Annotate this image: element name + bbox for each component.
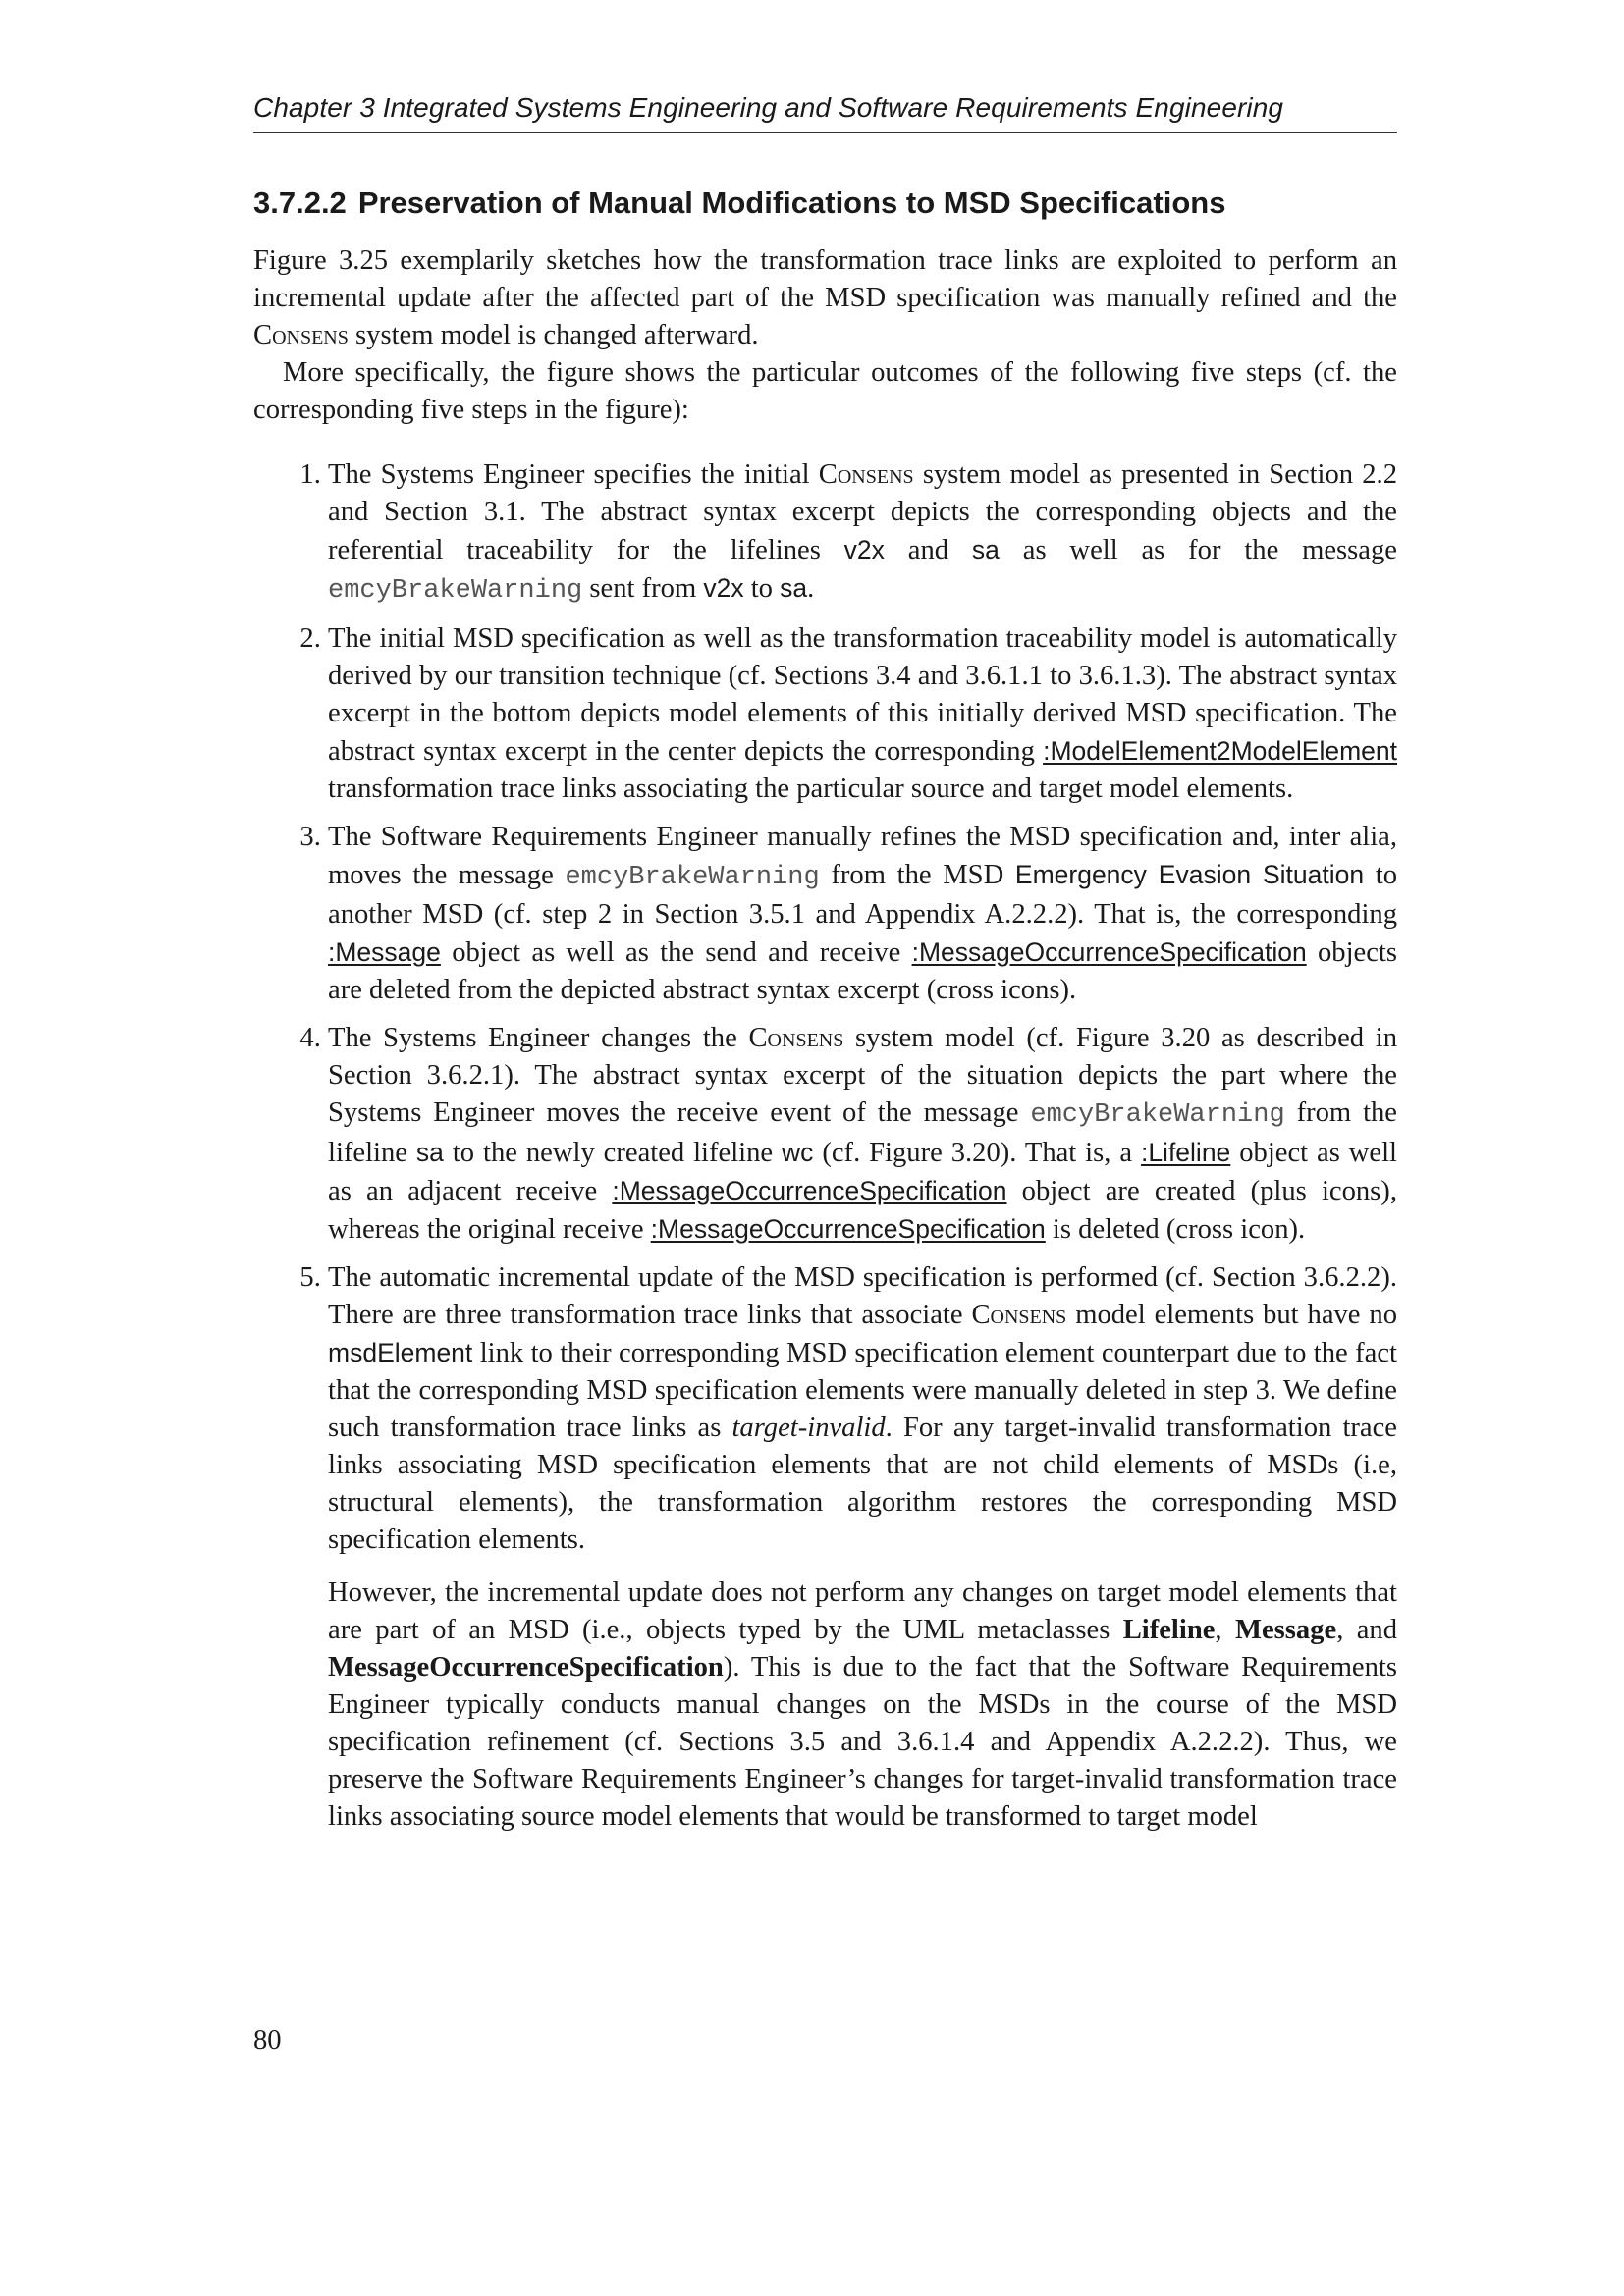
object-ref: :MessageOccurrenceSpecification <box>612 1176 1007 1205</box>
lifeline-name: v2x <box>703 573 744 603</box>
msd-name: Emergency Evasion Situation <box>1014 860 1365 889</box>
defined-term: target-invalid <box>731 1413 886 1443</box>
page-body <box>253 88 1397 1846</box>
list-item: 1. The Systems Engineer specifies the initial Consens system model as presented in Section 2.2 and Section 3.1. The abstract syntax excerpt depicts the corresponding objects and the referential traceability for the lifelines v2x and sa as well as for the message emcyBrakeWarning sent from v2x to sa. <box>328 456 1397 610</box>
metaclass-name: Lifeline <box>1122 1615 1216 1645</box>
section-heading <box>253 184 1397 223</box>
object-ref: :MessageOccurrenceSpecification <box>650 1214 1046 1244</box>
consens-term: Consens <box>971 1300 1067 1330</box>
intro-paragraph-2: More specifically, the figure shows the particular outcomes of the following five steps (cf. the corresponding five steps in the figure): <box>253 357 1397 425</box>
metaclass-name: MessageOccurrenceSpecification <box>328 1652 724 1682</box>
running-head: Chapter 3 Integrated Systems Engineering and Software Requirements Engineering <box>253 88 1397 133</box>
lifeline-name: v2x <box>843 535 885 564</box>
lifeline-name: sa <box>780 573 808 603</box>
object-ref: :Message <box>328 937 441 967</box>
list-item: 5. The automatic incremental update of the MSD specification is performed (cf. Section 3.6.2.2). There are three transformation trace links that associate Consens model elements but have no msdElement link to their corresponding MSD specification element counterpart due to the fact that the corresponding MSD specification elements were manually deleted in step 3. We define such transformation trace links as target-invalid. For any target-invalid transformation trace links associating MSD specification elements that are not child elements of MSDs (i.e, structural elements), the transformation algorithm restores the corresponding MSD specification elements. However, the incremental update does not perform any changes on target model elements that are part of an MSD (i.e., objects typed by the UML metaclasses Lifeline, Message, and MessageOccurrenceSpecification). This is due to the fact that the Software Requirements Engineer typically conducts manual changes on the MSDs in the course of the MSD specification refinement (cf. Sections 3.5 and 3.6.1.4 and Appendix A.2.2.2). Thus, we preserve the Software Requirements Engineer’s changes for target-invalid transformation trace links associating source model elements that would be transformed to target model <box>328 1259 1397 1836</box>
list-item-paragraph: However, the incremental update does not perform any changes on target model elements that are part of an MSD (i.e., objects typed by the UML metaclasses Lifeline, Message, and MessageOccurrenceSpecification). This is due to the fact that the Software Requirements Engineer typically conducts manual changes on the MSDs in the course of the MSD specification refinement (cf. Sections 3.5 and 3.6.1.4 and Appendix A.2.2.2). Thus, we preserve the Software Requirements Engineer’s changes for target-invalid transformation trace links associating source model elements that would be transformed to target model <box>328 1577 1397 1832</box>
message-name: emcyBrakeWarning <box>328 576 583 606</box>
page-number: 80 <box>253 2025 282 2056</box>
object-ref: :MessageOccurrenceSpecification <box>911 937 1307 967</box>
link-name: msdElement <box>328 1338 473 1367</box>
object-ref: :ModelElement2ModelElement <box>1043 736 1397 766</box>
message-name: emcyBrakeWarning <box>565 863 820 892</box>
list-item: 4. The Systems Engineer changes the Consens system model (cf. Figure 3.20 as described in Section 3.6.2.1). The abstract syntax excerpt of the situation depicts the part where the Systems Engineer moves the receive event of the message emcyBrakeWarning from the lifeline sa to the newly created lifeline wc (cf. Figure 3.20). That is, a :Lifeline object as well as an adjacent receive :MessageOccurrenceSpecification object are created (plus icons), whereas the original receive :MessageOccurrenceSpecification is deleted (cross icon). <box>328 1020 1397 1249</box>
list-item: 2. The initial MSD specification as well as the transformation traceability model is automatically derived by our transition technique (cf. Sections 3.4 and 3.6.1.1 to 3.6.1.3). The abstract syntax excerpt in the bottom depicts model elements of this initially derived MSD specification. The abstract syntax excerpt in the center depicts the corresponding :ModelElement2ModelElement transformation trace links associating the particular source and target model elements. <box>328 620 1397 808</box>
lifeline-name: sa <box>971 535 1000 564</box>
section-title: Preservation of Manual Modifications to MSD Specifications <box>357 186 1226 220</box>
intro-paragraph-1: Figure 3.25 exemplarily sketches how the transformation trace links are exploited to perform an incremental update after the affected part of the MSD specification was manually refined and the Consens system model is changed afterward. <box>253 245 1397 350</box>
consens-term: Consens <box>818 459 914 490</box>
list-item: 3. The Software Requirements Engineer manually refines the MSD specification and, inter alia, moves the message emcyBrakeWarning from the MSD Emergency Evasion Situation to another MSD (cf. step 2 in Section 3.5.1 and Appendix A.2.2.2). That is, the corresponding :Message object as well as the send and receive :MessageOccurrenceSpecification objects are deleted from the depicted abstract syntax excerpt (cross icons). <box>328 819 1397 1009</box>
consens-term: Consens <box>253 320 349 350</box>
lifeline-name: sa <box>415 1138 444 1167</box>
metaclass-name: Message <box>1234 1615 1337 1645</box>
message-name: emcyBrakeWarning <box>1030 1100 1285 1130</box>
steps-list <box>253 456 1397 1836</box>
section-number: 3.7.2.2 <box>253 186 347 220</box>
lifeline-name: wc <box>782 1138 814 1167</box>
consens-term: Consens <box>748 1023 844 1053</box>
object-ref: :Lifeline <box>1140 1138 1231 1167</box>
